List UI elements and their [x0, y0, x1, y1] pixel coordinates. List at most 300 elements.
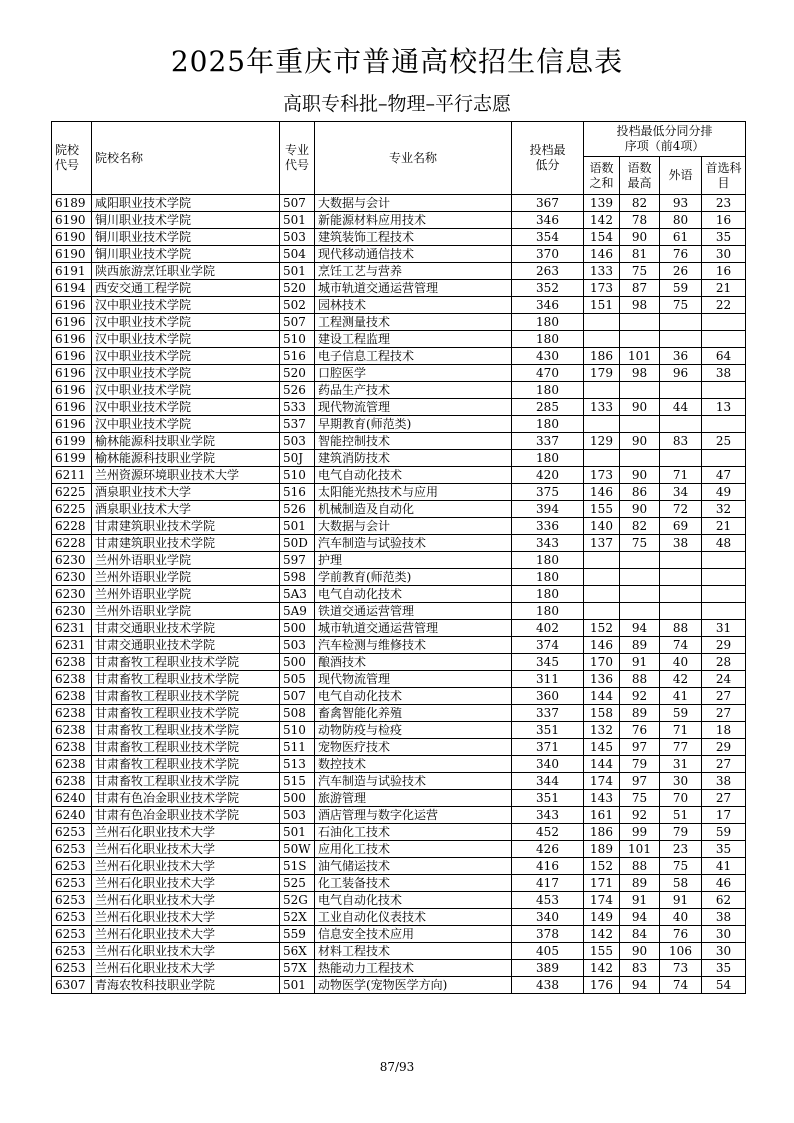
- cell-first-choice: 38: [702, 365, 746, 382]
- cell-cn-max: 90: [620, 501, 660, 518]
- cell-first-choice: 35: [702, 841, 746, 858]
- cell-foreign: 77: [660, 739, 702, 756]
- cell-major-name: 工业自动化仪表技术: [315, 909, 512, 926]
- cell-major-code: 504: [280, 246, 315, 263]
- cell-school-code: 6238: [52, 671, 92, 688]
- cell-school-name: 甘肃畜牧工程职业技术学院: [92, 773, 280, 790]
- cell-school-code: 6196: [52, 348, 92, 365]
- cell-foreign: [660, 569, 702, 586]
- cell-school-name: 甘肃交通职业技术学院: [92, 620, 280, 637]
- cell-cn-total: [584, 603, 620, 620]
- table-row: [52, 586, 746, 603]
- cell-major-name: 热能动力工程技术: [315, 960, 512, 977]
- cell-major-code: 537: [280, 416, 315, 433]
- cell-school-name: 甘肃畜牧工程职业技术学院: [92, 654, 280, 671]
- cell-major-code: 507: [280, 314, 315, 331]
- cell-major-name: 工程测量技术: [315, 314, 512, 331]
- cell-cn-total: 142: [584, 926, 620, 943]
- cell-foreign: 59: [660, 280, 702, 297]
- cell-first-choice: [702, 314, 746, 331]
- cell-min-score: 416: [512, 858, 584, 875]
- cell-cn-total: 161: [584, 807, 620, 824]
- table-row: [52, 501, 746, 518]
- cell-cn-max: 75: [620, 263, 660, 280]
- cell-foreign: 41: [660, 688, 702, 705]
- cell-cn-max: 92: [620, 688, 660, 705]
- cell-cn-total: [584, 331, 620, 348]
- cell-cn-max: 90: [620, 433, 660, 450]
- cell-cn-total: 132: [584, 722, 620, 739]
- cell-school-name: 兰州石化职业技术大学: [92, 875, 280, 892]
- cell-school-name: 兰州石化职业技术大学: [92, 943, 280, 960]
- cell-major-name: 大数据与会计: [315, 195, 512, 212]
- cell-major-code: 510: [280, 467, 315, 484]
- cell-school-code: 6230: [52, 586, 92, 603]
- cell-school-code: 6253: [52, 824, 92, 841]
- cell-major-code: 520: [280, 365, 315, 382]
- cell-foreign: 36: [660, 348, 702, 365]
- cell-school-name: 甘肃畜牧工程职业技术学院: [92, 705, 280, 722]
- cell-foreign: 74: [660, 637, 702, 654]
- cell-major-name: 铁道交通运营管理: [315, 603, 512, 620]
- cell-cn-max: [620, 331, 660, 348]
- cell-cn-total: 133: [584, 263, 620, 280]
- cell-cn-max: 88: [620, 858, 660, 875]
- cell-school-name: 青海农牧科技职业学院: [92, 977, 280, 994]
- table-row: [52, 348, 746, 365]
- cell-major-code: 503: [280, 433, 315, 450]
- cell-school-code: 6253: [52, 892, 92, 909]
- page-title: 2025年重庆市普通高校招生信息表: [170, 45, 624, 78]
- cell-major-name: 数控技术: [315, 756, 512, 773]
- cell-first-choice: 16: [702, 263, 746, 280]
- cell-major-name: 园林技术: [315, 297, 512, 314]
- cell-major-code: 520: [280, 280, 315, 297]
- cell-major-name: 酒店管理与数字化运营: [315, 807, 512, 824]
- cell-major-code: 503: [280, 807, 315, 824]
- cell-major-code: 5A9: [280, 603, 315, 620]
- cell-foreign: [660, 586, 702, 603]
- cell-min-score: 340: [512, 756, 584, 773]
- cell-min-score: 426: [512, 841, 584, 858]
- cell-major-code: 516: [280, 348, 315, 365]
- cell-cn-max: [620, 416, 660, 433]
- cell-school-code: 6230: [52, 552, 92, 569]
- cell-foreign: 38: [660, 535, 702, 552]
- cell-foreign: 72: [660, 501, 702, 518]
- header-cn-max: 语数最高: [620, 157, 660, 195]
- table-row: [52, 926, 746, 943]
- cell-min-score: 378: [512, 926, 584, 943]
- cell-school-code: 6225: [52, 501, 92, 518]
- cell-min-score: 430: [512, 348, 584, 365]
- cell-cn-max: [620, 603, 660, 620]
- header-school-name: 院校名称: [92, 122, 280, 195]
- cell-foreign: 76: [660, 246, 702, 263]
- cell-first-choice: 30: [702, 943, 746, 960]
- cell-min-score: 285: [512, 399, 584, 416]
- table-row: [52, 416, 746, 433]
- cell-school-code: 6194: [52, 280, 92, 297]
- cell-school-name: 铜川职业技术学院: [92, 246, 280, 263]
- cell-major-name: 宠物医疗技术: [315, 739, 512, 756]
- cell-major-code: 526: [280, 382, 315, 399]
- table-row: [52, 314, 746, 331]
- cell-cn-max: 90: [620, 229, 660, 246]
- cell-school-code: 6253: [52, 875, 92, 892]
- cell-school-code: 6230: [52, 569, 92, 586]
- cell-min-score: 417: [512, 875, 584, 892]
- cell-first-choice: 46: [702, 875, 746, 892]
- cell-cn-max: 82: [620, 518, 660, 535]
- cell-cn-max: 94: [620, 909, 660, 926]
- cell-foreign: [660, 603, 702, 620]
- cell-school-name: 咸阳职业技术学院: [92, 195, 280, 212]
- cell-school-name: 兰州外语职业学院: [92, 569, 280, 586]
- cell-school-code: 6225: [52, 484, 92, 501]
- cell-min-score: 470: [512, 365, 584, 382]
- table-body: [52, 195, 746, 994]
- table-row: [52, 977, 746, 994]
- cell-first-choice: 21: [702, 518, 746, 535]
- cell-school-name: 兰州资源环境职业技术大学: [92, 467, 280, 484]
- cell-foreign: 91: [660, 892, 702, 909]
- cell-major-name: 汽车制造与试验技术: [315, 535, 512, 552]
- cell-school-name: 汉中职业技术学院: [92, 382, 280, 399]
- cell-foreign: 74: [660, 977, 702, 994]
- table-header: [52, 122, 746, 195]
- cell-school-name: 兰州外语职业学院: [92, 603, 280, 620]
- cell-cn-total: 189: [584, 841, 620, 858]
- cell-foreign: [660, 416, 702, 433]
- cell-cn-max: 89: [620, 637, 660, 654]
- cell-major-code: 501: [280, 212, 315, 229]
- cell-school-name: 榆林能源科技职业学院: [92, 433, 280, 450]
- cell-major-code: 51S: [280, 858, 315, 875]
- cell-foreign: 70: [660, 790, 702, 807]
- cell-major-name: 智能控制技术: [315, 433, 512, 450]
- cell-school-code: 6196: [52, 331, 92, 348]
- cell-major-code: 508: [280, 705, 315, 722]
- table-row: [52, 824, 746, 841]
- cell-cn-total: 143: [584, 790, 620, 807]
- cell-school-code: 6196: [52, 416, 92, 433]
- cell-first-choice: 29: [702, 637, 746, 654]
- cell-school-code: 6253: [52, 909, 92, 926]
- cell-min-score: 452: [512, 824, 584, 841]
- cell-school-code: 6196: [52, 382, 92, 399]
- cell-school-code: 6230: [52, 603, 92, 620]
- cell-school-name: 酒泉职业技术大学: [92, 484, 280, 501]
- cell-cn-total: 142: [584, 960, 620, 977]
- table-row: [52, 212, 746, 229]
- cell-school-name: 西安交通工程学院: [92, 280, 280, 297]
- cell-school-code: 6238: [52, 688, 92, 705]
- table-row: [52, 467, 746, 484]
- cell-first-choice: [702, 552, 746, 569]
- cell-major-name: 太阳能光热技术与应用: [315, 484, 512, 501]
- cell-min-score: 394: [512, 501, 584, 518]
- table-row: [52, 637, 746, 654]
- cell-cn-total: 136: [584, 671, 620, 688]
- cell-school-name: 甘肃畜牧工程职业技术学院: [92, 756, 280, 773]
- cell-foreign: 61: [660, 229, 702, 246]
- cell-cn-max: 79: [620, 756, 660, 773]
- cell-first-choice: [702, 569, 746, 586]
- cell-foreign: [660, 450, 702, 467]
- cell-min-score: 337: [512, 705, 584, 722]
- cell-major-code: 533: [280, 399, 315, 416]
- cell-cn-total: 174: [584, 773, 620, 790]
- cell-major-code: 503: [280, 637, 315, 654]
- cell-first-choice: [702, 586, 746, 603]
- cell-first-choice: 29: [702, 739, 746, 756]
- cell-min-score: 180: [512, 416, 584, 433]
- cell-cn-max: 88: [620, 671, 660, 688]
- cell-school-code: 6240: [52, 790, 92, 807]
- cell-school-code: 6196: [52, 365, 92, 382]
- cell-major-code: 510: [280, 722, 315, 739]
- table-row: [52, 722, 746, 739]
- cell-min-score: 346: [512, 212, 584, 229]
- cell-school-name: 汉中职业技术学院: [92, 348, 280, 365]
- cell-school-code: 6190: [52, 212, 92, 229]
- cell-first-choice: 30: [702, 926, 746, 943]
- cell-school-name: 兰州石化职业技术大学: [92, 858, 280, 875]
- table-row: [52, 756, 746, 773]
- cell-cn-total: 133: [584, 399, 620, 416]
- cell-school-code: 6228: [52, 518, 92, 535]
- cell-major-code: 501: [280, 263, 315, 280]
- cell-major-name: 电气自动化技术: [315, 467, 512, 484]
- cell-school-code: 6196: [52, 399, 92, 416]
- cell-min-score: 263: [512, 263, 584, 280]
- cell-major-name: 护理: [315, 552, 512, 569]
- cell-min-score: 360: [512, 688, 584, 705]
- cell-school-name: 汉中职业技术学院: [92, 399, 280, 416]
- cell-major-code: 500: [280, 620, 315, 637]
- cell-first-choice: 35: [702, 229, 746, 246]
- cell-school-code: 6238: [52, 654, 92, 671]
- cell-cn-max: 91: [620, 654, 660, 671]
- cell-major-code: 598: [280, 569, 315, 586]
- table-row: [52, 671, 746, 688]
- cell-school-name: 甘肃建筑职业技术学院: [92, 518, 280, 535]
- cell-cn-max: [620, 314, 660, 331]
- cell-major-code: 57X: [280, 960, 315, 977]
- cell-major-name: 油气储运技术: [315, 858, 512, 875]
- cell-cn-total: 173: [584, 467, 620, 484]
- cell-school-name: 汉中职业技术学院: [92, 365, 280, 382]
- cell-school-name: 甘肃畜牧工程职业技术学院: [92, 722, 280, 739]
- cell-major-name: 建设工程监理: [315, 331, 512, 348]
- table-row: [52, 433, 746, 450]
- cell-major-code: 525: [280, 875, 315, 892]
- cell-min-score: 438: [512, 977, 584, 994]
- cell-min-score: 402: [512, 620, 584, 637]
- table-row: [52, 263, 746, 280]
- cell-cn-total: [584, 450, 620, 467]
- cell-first-choice: 31: [702, 620, 746, 637]
- cell-foreign: 44: [660, 399, 702, 416]
- cell-major-name: 现代物流管理: [315, 399, 512, 416]
- cell-school-name: 甘肃建筑职业技术学院: [92, 535, 280, 552]
- cell-cn-max: 84: [620, 926, 660, 943]
- cell-major-name: 电气自动化技术: [315, 892, 512, 909]
- cell-major-name: 新能源材料应用技术: [315, 212, 512, 229]
- cell-school-code: 6190: [52, 229, 92, 246]
- cell-first-choice: 49: [702, 484, 746, 501]
- cell-school-name: 榆林能源科技职业学院: [92, 450, 280, 467]
- cell-min-score: 180: [512, 382, 584, 399]
- cell-min-score: 180: [512, 331, 584, 348]
- cell-school-name: 兰州石化职业技术大学: [92, 909, 280, 926]
- cell-major-name: 机械制造及自动化: [315, 501, 512, 518]
- table-row: [52, 654, 746, 671]
- cell-min-score: 354: [512, 229, 584, 246]
- cell-major-name: 信息安全技术应用: [315, 926, 512, 943]
- cell-school-name: 酒泉职业技术大学: [92, 501, 280, 518]
- cell-foreign: 58: [660, 875, 702, 892]
- cell-min-score: 180: [512, 586, 584, 603]
- cell-major-code: 500: [280, 654, 315, 671]
- cell-school-code: 6231: [52, 637, 92, 654]
- cell-major-code: 513: [280, 756, 315, 773]
- cell-foreign: 69: [660, 518, 702, 535]
- cell-cn-total: [584, 314, 620, 331]
- cell-min-score: 389: [512, 960, 584, 977]
- cell-cn-total: 152: [584, 620, 620, 637]
- cell-school-name: 甘肃交通职业技术学院: [92, 637, 280, 654]
- cell-cn-total: 139: [584, 195, 620, 212]
- cell-cn-total: 149: [584, 909, 620, 926]
- header-school-code: 院校代号: [52, 122, 92, 195]
- cell-min-score: 420: [512, 467, 584, 484]
- cell-first-choice: 27: [702, 705, 746, 722]
- cell-min-score: 375: [512, 484, 584, 501]
- cell-first-choice: 16: [702, 212, 746, 229]
- table-row: [52, 365, 746, 382]
- cell-foreign: 40: [660, 909, 702, 926]
- cell-major-name: 现代物流管理: [315, 671, 512, 688]
- cell-cn-max: [620, 586, 660, 603]
- cell-cn-total: 129: [584, 433, 620, 450]
- cell-school-name: 甘肃畜牧工程职业技术学院: [92, 688, 280, 705]
- cell-major-code: 501: [280, 977, 315, 994]
- cell-major-name: 电气自动化技术: [315, 688, 512, 705]
- cell-min-score: 345: [512, 654, 584, 671]
- cell-major-code: 507: [280, 195, 315, 212]
- cell-cn-total: 146: [584, 484, 620, 501]
- cell-first-choice: 30: [702, 246, 746, 263]
- cell-first-choice: 59: [702, 824, 746, 841]
- table-row: [52, 875, 746, 892]
- table-row: [52, 450, 746, 467]
- cell-cn-total: 140: [584, 518, 620, 535]
- cell-cn-max: 90: [620, 943, 660, 960]
- cell-foreign: [660, 382, 702, 399]
- cell-cn-max: 99: [620, 824, 660, 841]
- cell-cn-max: 90: [620, 399, 660, 416]
- header-major-name: 专业名称: [315, 122, 512, 195]
- cell-first-choice: 25: [702, 433, 746, 450]
- cell-school-code: 6238: [52, 722, 92, 739]
- admission-table: [51, 121, 746, 994]
- table-row: [52, 297, 746, 314]
- cell-cn-max: 98: [620, 365, 660, 382]
- cell-first-choice: 47: [702, 467, 746, 484]
- cell-major-code: 50D: [280, 535, 315, 552]
- cell-min-score: 344: [512, 773, 584, 790]
- cell-cn-max: 75: [620, 535, 660, 552]
- header-min-score: 投档最低分: [512, 122, 584, 195]
- cell-foreign: 71: [660, 722, 702, 739]
- cell-major-code: 500: [280, 790, 315, 807]
- cell-major-code: 526: [280, 501, 315, 518]
- cell-min-score: 180: [512, 569, 584, 586]
- cell-first-choice: 62: [702, 892, 746, 909]
- cell-foreign: 75: [660, 858, 702, 875]
- cell-major-name: 酿酒技术: [315, 654, 512, 671]
- cell-cn-max: 81: [620, 246, 660, 263]
- cell-foreign: [660, 331, 702, 348]
- cell-cn-max: 94: [620, 620, 660, 637]
- cell-school-name: 甘肃畜牧工程职业技术学院: [92, 671, 280, 688]
- cell-foreign: 88: [660, 620, 702, 637]
- cell-foreign: 79: [660, 824, 702, 841]
- cell-school-code: 6253: [52, 960, 92, 977]
- cell-cn-total: 154: [584, 229, 620, 246]
- cell-cn-total: 170: [584, 654, 620, 671]
- cell-major-name: 汽车制造与试验技术: [315, 773, 512, 790]
- cell-major-code: 597: [280, 552, 315, 569]
- cell-foreign: 42: [660, 671, 702, 688]
- cell-school-name: 兰州外语职业学院: [92, 586, 280, 603]
- cell-cn-total: 174: [584, 892, 620, 909]
- cell-major-code: 50W: [280, 841, 315, 858]
- cell-major-name: 城市轨道交通运营管理: [315, 280, 512, 297]
- cell-first-choice: [702, 416, 746, 433]
- cell-major-code: 511: [280, 739, 315, 756]
- cell-school-code: 6191: [52, 263, 92, 280]
- cell-min-score: 340: [512, 909, 584, 926]
- table-row: [52, 841, 746, 858]
- cell-major-code: 503: [280, 229, 315, 246]
- cell-cn-total: 146: [584, 246, 620, 263]
- cell-cn-max: [620, 382, 660, 399]
- cell-foreign: 30: [660, 773, 702, 790]
- cell-cn-total: 186: [584, 348, 620, 365]
- cell-foreign: 93: [660, 195, 702, 212]
- table-row: [52, 858, 746, 875]
- cell-major-code: 50J: [280, 450, 315, 467]
- cell-school-code: 6253: [52, 943, 92, 960]
- cell-major-name: 汽车检测与维修技术: [315, 637, 512, 654]
- cell-school-code: 6253: [52, 841, 92, 858]
- table-row: [52, 773, 746, 790]
- cell-cn-max: 83: [620, 960, 660, 977]
- cell-first-choice: 64: [702, 348, 746, 365]
- table-row: [52, 943, 746, 960]
- cell-major-name: 口腔医学: [315, 365, 512, 382]
- cell-cn-max: 78: [620, 212, 660, 229]
- cell-first-choice: 27: [702, 790, 746, 807]
- table-row: [52, 518, 746, 535]
- cell-school-name: 兰州石化职业技术大学: [92, 841, 280, 858]
- cell-school-code: 6253: [52, 858, 92, 875]
- cell-cn-total: 171: [584, 875, 620, 892]
- table-row: [52, 331, 746, 348]
